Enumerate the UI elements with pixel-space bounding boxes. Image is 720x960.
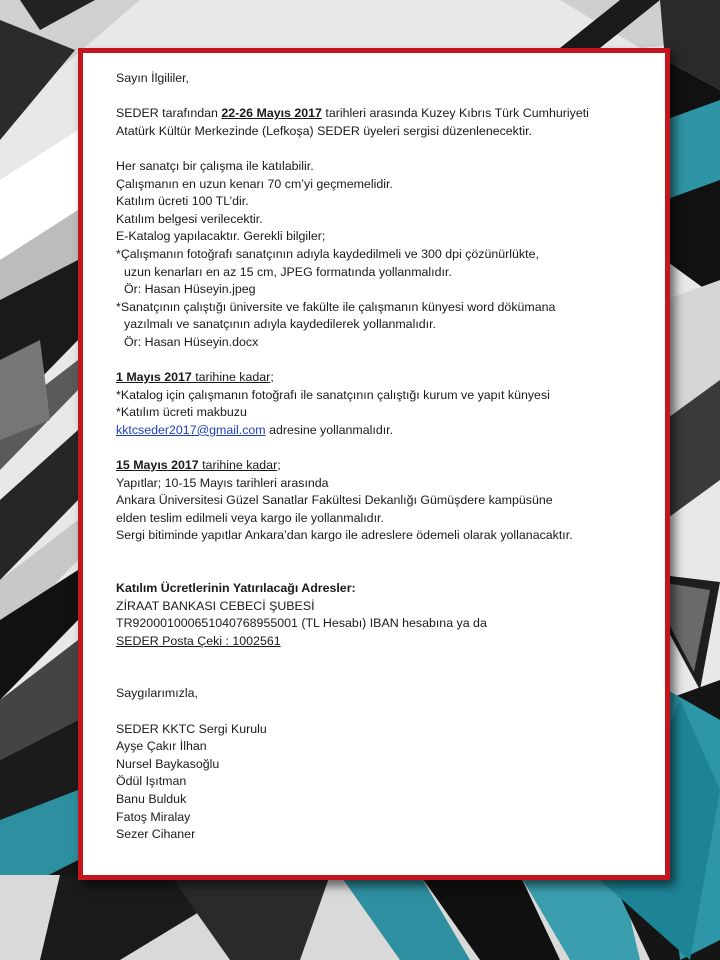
deadline-1-item: *Katılım ücreti makbuzu: [116, 405, 247, 420]
salutation: Sayın İlgililer,: [116, 71, 190, 85]
rule-line: Çalışmanın en uzun kenarı 70 cm’yi geçmemelidir.: [116, 176, 393, 191]
intro-line-1: [116, 105, 636, 123]
info-requirement-line-2: yazılmalı ve sanatçının adıyla kaydedilerek yollanmalıdır.: [124, 317, 436, 332]
email-link[interactable]: kktcseder2017@gmail.com: [116, 422, 266, 437]
letter-body: [116, 70, 636, 844]
deadline-2-line: elden teslim edilmeli veya kargo ile yollanmalıdır.: [116, 510, 384, 525]
intro-line-2: Atatürk Kültür Merkezinde (Lefkoşa) SEDER üyeleri sergisi düzenlenecektir.: [116, 123, 532, 138]
deadline-2-line: Sergi bitiminde yapıtlar Ankara’dan kargo ile adreslere ödemeli olarak yollanacaktır.: [116, 528, 573, 543]
signatory: Nursel Baykasoğlu: [116, 756, 220, 771]
deadline-1-tail: ;: [270, 370, 274, 385]
intro-before-dates: SEDER tarafından: [116, 106, 222, 121]
deadline-2-tail: ;: [277, 458, 281, 473]
iban-line: TR920001000651040768955001 (TL Hesabı) IBAN hesabına ya da: [116, 616, 487, 631]
deadline-2-date: 15 Mayıs 2017: [116, 458, 199, 473]
closing: Saygılarımızla,: [116, 686, 198, 701]
signatory: Fatoş Miralay: [116, 809, 191, 824]
signatory: Sezer Cihaner: [116, 827, 196, 842]
email-line: [116, 422, 636, 440]
info-example: Ör: Hasan Hüseyin.docx: [124, 334, 259, 349]
postal-account: SEDER Posta Çeki : 1002561: [116, 633, 281, 648]
photo-requirement-line-2: uzun kenarları en az 15 cm, JPEG formatında yollanmalıdır.: [124, 264, 452, 279]
info-requirement-line-1: *Sanatçının çalıştığı üniversite ve fakülte ile çalışmanın künyesi word dökümana: [116, 299, 556, 314]
signatory: Ayşe Çakır İlhan: [116, 739, 207, 754]
rule-line: Katılım ücreti 100 TL’dir.: [116, 194, 249, 209]
intro-after-dates: tarihleri arasında Kuzey Kıbrıs Türk Cumhuriyeti: [321, 106, 589, 121]
deadline-2-line: Yapıtlar; 10-15 Mayıs tarihleri arasında: [116, 475, 329, 490]
exhibition-dates: 22-26 Mayıs 2017: [221, 106, 322, 121]
deadline-2-heading: [116, 457, 636, 475]
signatory: SEDER KKTC Sergi Kurulu: [116, 721, 267, 736]
email-suffix: adresine yollanmalıdır.: [265, 422, 394, 437]
deadline-1-item: *Katalog için çalışmanın fotoğrafı ile sanatçının çalıştığı kurum ve yapıt künyesi: [116, 387, 550, 402]
signatory: Banu Bulduk: [116, 791, 187, 806]
deadline-2-line: Ankara Üniversitesi Güzel Sanatlar Fakültesi Dekanlığı Gümüşdere kampüsüne: [116, 493, 553, 508]
rule-line: E-Katalog yapılacaktır. Gerekli bilgiler;: [116, 229, 326, 244]
deadline-2-suffix: tarihine kadar: [198, 458, 278, 473]
photo-example: Ör: Hasan Hüseyin.jpeg: [124, 282, 256, 297]
deadline-1-suffix: tarihine kadar: [191, 370, 271, 385]
deadline-1-date: 1 Mayıs 2017: [116, 370, 192, 385]
photo-requirement-line-1: *Çalışmanın fotoğrafı sanatçının adıyla kaydedilmeli ve 300 dpi çözünürlükte,: [116, 246, 539, 261]
deadline-1-heading: [116, 369, 636, 387]
rule-line: Her sanatçı bir çalışma ile katılabilir.: [116, 158, 314, 173]
signatory: Ödül Işıtman: [116, 774, 187, 789]
rule-line: Katılım belgesi verilecektir.: [116, 211, 263, 226]
bank-name: ZİRAAT BANKASI CEBECİ ŞUBESİ: [116, 598, 315, 613]
payment-heading: Katılım Ücretlerinin Yatırılacağı Adresler:: [116, 581, 356, 596]
